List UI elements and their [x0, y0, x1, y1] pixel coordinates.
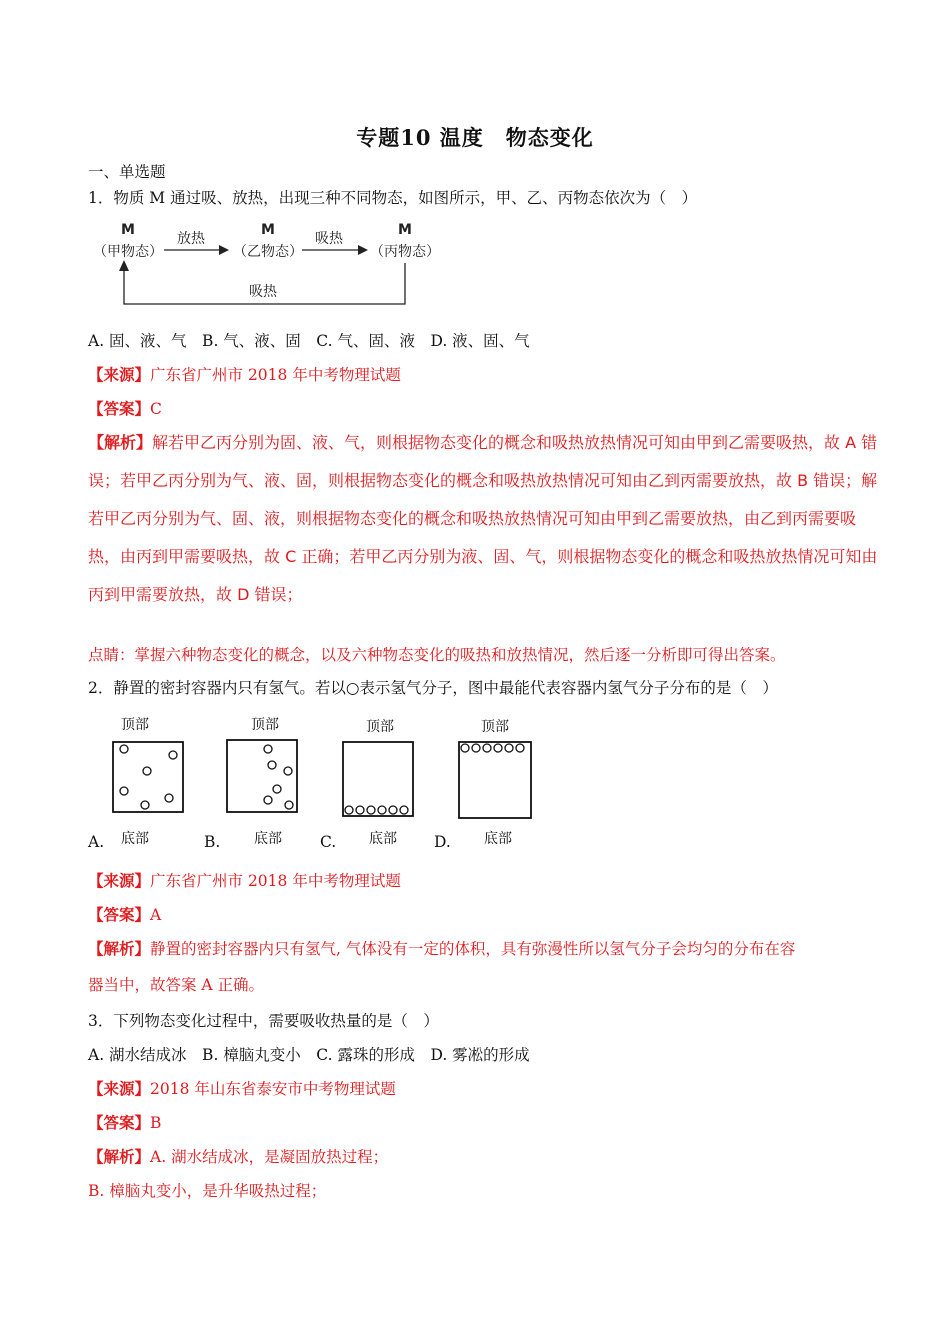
- bottom-label-d: 底部: [484, 831, 512, 847]
- top-label-d: 顶部: [481, 719, 509, 735]
- page-title: 专题10 温度 物态变化: [356, 125, 594, 150]
- molecule: [264, 796, 272, 804]
- answer-tag: 【答案】: [88, 1113, 151, 1132]
- molecule: [273, 785, 281, 793]
- top-label-c: 顶部: [366, 719, 394, 735]
- q3-analysis-b: B. 樟脑丸变小，是升华吸热过程；: [88, 1182, 327, 1200]
- answer-text: A: [150, 906, 162, 924]
- container-d: [459, 742, 531, 818]
- molecule: [141, 801, 149, 809]
- diagram-m3: M: [398, 222, 412, 238]
- q1-options: A. 固、液、气 B. 气、液、固 C. 气、固、液 D. 液、固、气: [88, 332, 530, 350]
- molecule: [356, 806, 364, 814]
- q3-answer: [88, 1111, 161, 1133]
- molecule: [494, 744, 502, 752]
- container-c: [343, 742, 413, 816]
- q2-container-diagrams: [105, 712, 535, 852]
- q3-stem: 3．下列物态变化过程中，需要吸收热量的是（ ）: [88, 1012, 439, 1030]
- answer-text: B: [150, 1114, 162, 1132]
- section-heading: 一、单选题: [88, 163, 166, 181]
- molecule: [378, 806, 386, 814]
- source-tag: 【来源】: [88, 871, 151, 890]
- bottom-label-b: 底部: [254, 831, 282, 847]
- source-tag: 【来源】: [88, 1079, 151, 1098]
- molecule: [284, 767, 292, 775]
- diagram-state-a: （甲物态）: [93, 244, 163, 260]
- q1-answer: [88, 397, 162, 419]
- arrow-1-head: [219, 245, 229, 255]
- molecule: [264, 745, 272, 753]
- q1-stem: 1．物质 M 通过吸、放热，出现三种不同物态，如图所示，甲、乙、丙物态依次为（ ）: [88, 189, 698, 207]
- molecule: [345, 806, 353, 814]
- molecule: [285, 801, 293, 809]
- molecule: [505, 744, 513, 752]
- diagram-arrow1-label: 放热: [177, 231, 205, 247]
- top-label-b: 顶部: [251, 717, 279, 733]
- analysis-tag: 【解析】: [88, 433, 153, 452]
- q2-stem: 2．静置的密封容器内只有氢气。若以○表示氢气分子，图中最能代表容器内氢气分子分布的是（ ）: [88, 679, 778, 697]
- q2-analysis-line2: 器当中，故答案 A 正确。: [88, 976, 265, 994]
- source-text: 广东省广州市 2018 年中考物理试题: [150, 366, 401, 384]
- molecule: [472, 744, 480, 752]
- q3-options: A. 湖水结成冰 B. 樟脑丸变小 C. 露珠的形成 D. 雾凇的形成: [88, 1046, 530, 1064]
- analysis-text: 解若甲乙丙分别为固、液、气，则根据物态变化的概念和吸热放热情况可知由甲到乙需要吸热，故 A 错误；若甲乙丙分别为气、液、固，则根据物态变化的概念和吸热放热情况可知由乙到丙需要放热，故 B 错误；解若甲乙丙分别为气、固、液，则根据物态变化的概念和吸热放热情况可知由甲到乙需要放热，由乙到丙需要吸热，由丙到甲需要吸热，故 C 正确；若甲乙丙分别为液、固、气，则根据物态变化的概念和吸热放热情况可知由丙到甲需要放热，故 D 错误；: [88, 433, 878, 604]
- molecule: [143, 767, 151, 775]
- q2-option-a-label: A.: [88, 833, 105, 851]
- q1-source: [88, 363, 401, 385]
- q2-option-c-label: C.: [320, 833, 337, 851]
- molecule: [120, 787, 128, 795]
- molecule: [389, 806, 397, 814]
- source-text: 2018 年山东省泰安市中考物理试题: [150, 1080, 396, 1098]
- q2-option-d-label: D.: [434, 833, 451, 851]
- diagram-state-b: （乙物态）: [233, 244, 303, 260]
- molecule: [367, 806, 375, 814]
- molecule: [165, 794, 173, 802]
- diagram-state-c: （丙物态）: [370, 244, 440, 260]
- analysis-tag: 【解析】: [88, 939, 151, 958]
- q1-state-diagram: [88, 218, 448, 310]
- source-tag: 【来源】: [88, 365, 151, 384]
- bottom-label-a: 底部: [121, 831, 149, 847]
- q1-analysis: [88, 424, 878, 614]
- molecule: [516, 744, 524, 752]
- diagram-arrow3-label: 吸热: [249, 284, 277, 300]
- diagram-m2: M: [261, 222, 275, 238]
- analysis-text: A. 湖水结成冰，是凝固放热过程；: [150, 1148, 389, 1166]
- molecule: [120, 745, 128, 753]
- bottom-label-c: 底部: [369, 831, 397, 847]
- q2-analysis-line1: [88, 937, 795, 959]
- q2-option-b-label: B.: [204, 833, 221, 851]
- answer-tag: 【答案】: [88, 905, 151, 924]
- molecule: [169, 751, 177, 759]
- q3-source: [88, 1077, 396, 1099]
- diagram-m1: M: [121, 222, 135, 238]
- molecule: [483, 744, 491, 752]
- molecule: [400, 806, 408, 814]
- analysis-tag: 【解析】: [88, 1147, 151, 1166]
- answer-text: C: [150, 400, 162, 418]
- q1-tip: 点睛：掌握六种物态变化的概念，以及六种物态变化的吸热和放热情况，然后逐一分析即可得出答案。: [88, 646, 786, 664]
- arrow-2-head: [358, 245, 368, 255]
- source-text: 广东省广州市 2018 年中考物理试题: [150, 872, 401, 890]
- diagram-arrow2-label: 吸热: [315, 231, 343, 247]
- q3-analysis-a: [88, 1145, 388, 1167]
- q2-answer: [88, 903, 161, 925]
- molecule: [461, 744, 469, 752]
- top-label-a: 顶部: [121, 717, 149, 733]
- arrow-3-head: [119, 260, 129, 271]
- q2-source: [88, 869, 401, 891]
- answer-tag: 【答案】: [88, 399, 151, 418]
- analysis-text: 静置的密封容器内只有氢气, 气体没有一定的体积，具有弥漫性所以氢气分子会均匀的分布在容: [150, 940, 796, 958]
- molecule: [268, 761, 276, 769]
